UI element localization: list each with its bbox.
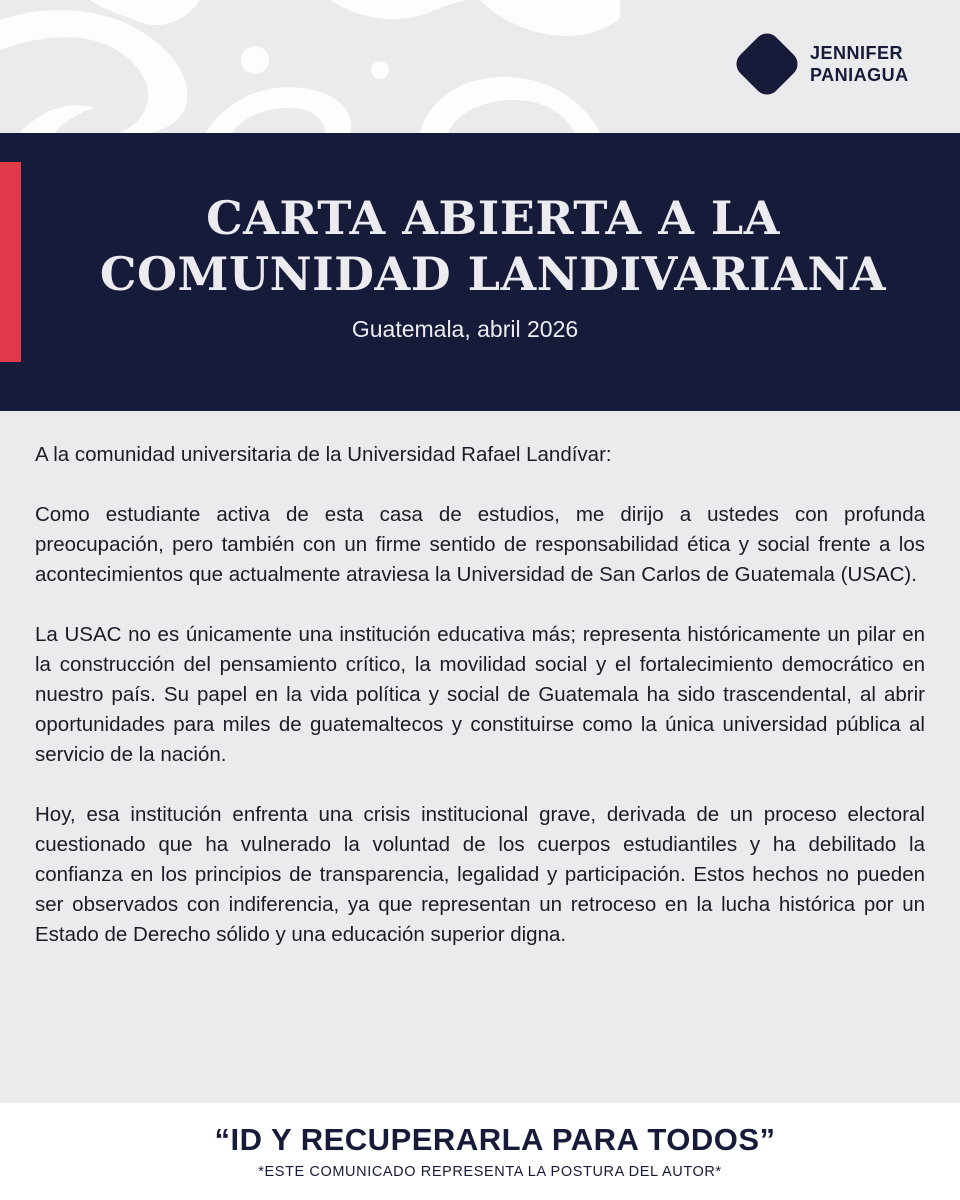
logo-name-line1: JENNIFER — [810, 43, 904, 63]
place-date: Guatemala, abril 2026 — [351, 316, 579, 342]
title-line1: CARTA ABIERTA A LA — [206, 191, 780, 245]
disclaimer: *ESTE COMUNICADO REPRESENTA LA POSTURA DEL AUTOR* — [258, 1164, 722, 1180]
header-band — [0, 0, 960, 133]
paragraph-2: La USAC no es únicamente una institución educativa más; representa históricamente un pilar en la construcción del pensamiento crítico, la movilidad social y el fortalecimiento democrático en nuestro país. Su papel en la vida política y social de Guatemala ha sido trascendental, al abrir oportunidades para miles de guatemaltecos y constituirse como la única universidad pública al servicio de la nación. — [35, 623, 925, 766]
paragraph-1: Como estudiante activa de esta casa de estudios, me dirijo a ustedes con profunda preocupación, pero también con un firme sentido de responsabilidad ética y social frente a los acontecimientos que actualmente atraviesa la Universidad de San Carlos de Guatemala (USAC). — [35, 503, 925, 586]
logo-text — [810, 42, 909, 86]
flourish-ornament — [0, 0, 620, 133]
title-line2: COMUNIDAD LANDIVARIANA — [99, 247, 887, 301]
motto: “ID Y RECUPERARLA PARA TODOS” — [214, 1122, 776, 1157]
greeting: A la comunidad universitaria de la Universidad Rafael Landívar: — [35, 443, 612, 466]
author-logo — [736, 33, 909, 95]
logo-name-line2: PANIAGUA — [810, 65, 909, 85]
paragraph-3: Hoy, esa institución enfrenta una crisis institucional grave, derivada de un proceso electoral cuestionado que ha vulnerado la voluntad de los cuerpos estudiantiles y ha debilitado la confianza en los principios de transparencia, legalidad y participación. Estos hechos no pueden ser observados con indiferencia, ya que representan un retroceso en la lucha histórica por un Estado de Derecho sólido y una educación superior digna. — [35, 803, 925, 946]
page-title — [0, 190, 960, 302]
letter-body — [35, 440, 925, 980]
logo-diamond-icon — [731, 28, 803, 100]
